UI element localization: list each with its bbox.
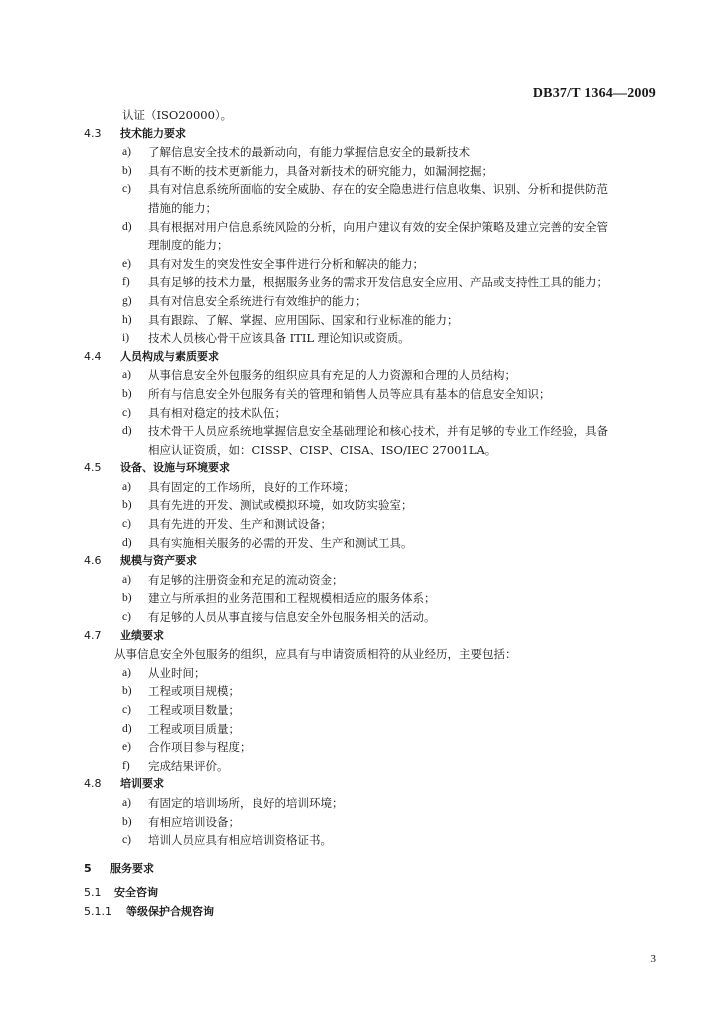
list-item — [84, 422, 664, 441]
section-title: 规模与资产要求 — [120, 554, 197, 568]
section-number: 4.4 — [84, 349, 102, 363]
list-item-label: d) — [122, 220, 132, 233]
list-item-continuation: 相应认证资质，如：CISSP、CISP、CISA、ISO/IEC 27001LA。 — [148, 442, 497, 457]
section-title: 安全咨询 — [114, 886, 158, 900]
list-item-label: e) — [122, 257, 131, 270]
list-item-label: f) — [122, 759, 130, 772]
list-item-text: 具有先进的开发、生产和测试设备； — [148, 517, 332, 532]
list-item-text: 工程或项目数量； — [148, 703, 240, 717]
list-item-label: a) — [122, 480, 131, 493]
list-item — [84, 794, 664, 813]
list-item-label: c) — [122, 704, 131, 716]
list-item — [84, 720, 664, 739]
list-item-label: b) — [122, 592, 132, 605]
list-item-label: i) — [122, 332, 130, 345]
list-item-continuation: 理制度的能力； — [148, 238, 229, 253]
list-item-text: 具有对发生的突发性安全事件进行分析和解决的能力； — [148, 256, 424, 271]
continuation-line: 认证（ISO20000）。 — [122, 108, 233, 122]
list-item — [84, 180, 664, 199]
list-item — [84, 218, 664, 237]
list-item-label: c) — [122, 518, 131, 531]
list-item — [84, 478, 664, 497]
list-item-label: c) — [122, 611, 131, 624]
list-item — [84, 701, 664, 720]
list-item — [84, 589, 664, 608]
section-title: 设备、设施与环境要求 — [120, 461, 230, 475]
list-item-text: 建立与所承担的业务范围和工程规模相适应的服务体系； — [148, 591, 436, 606]
list-item — [84, 813, 664, 832]
list-item — [84, 366, 664, 385]
list-item — [84, 757, 664, 776]
list-item — [84, 608, 664, 627]
list-item-text: 具有相对稳定的技术队伍； — [148, 405, 286, 420]
list-item — [84, 534, 664, 553]
chapter-number: 5 — [84, 861, 92, 875]
section-number: 4.7 — [84, 628, 102, 642]
list-item — [84, 496, 664, 515]
list-item-text: 具有足够的技术力量，根据服务业务的需求开发信息安全应用、产品或支持性工具的能力； — [148, 275, 608, 290]
list-item-text: 技术人员核心骨干应该具备 ITIL 理论知识或资质。 — [148, 331, 410, 346]
list-item-text: 从事信息安全外包服务的组织应具有充足的人力资源和合理的人员结构； — [148, 368, 516, 383]
section-heading — [84, 552, 664, 571]
section-number: 4.5 — [84, 461, 102, 475]
list-item — [84, 273, 664, 292]
page-number: 3 — [650, 953, 656, 965]
list-item — [84, 255, 664, 274]
list-item-text: 有固定的培训场所，良好的培训环境； — [148, 795, 344, 810]
section-heading — [84, 627, 664, 646]
chapter-5-heading — [84, 860, 664, 879]
list-item-text: 具有先进的开发、测试或模拟环境，如攻防实验室； — [148, 498, 413, 513]
list-item-label: c) — [122, 406, 131, 419]
document-code-header: DB37/T 1364—2009 — [532, 86, 656, 101]
list-item-label: a) — [122, 796, 131, 809]
list-item-text: 具有固定的工作场所，良好的工作环境； — [148, 479, 355, 494]
sections-container — [84, 125, 664, 850]
section-title: 等级保护合规咨询 — [126, 904, 214, 918]
section-title: 业绩要求 — [120, 628, 164, 642]
section-number: 5.1.1 — [84, 904, 112, 918]
list-item-label: c) — [122, 183, 131, 196]
list-item — [84, 664, 664, 683]
list-item-label: d) — [122, 425, 132, 438]
list-item-label: f) — [122, 276, 130, 289]
list-item-text: 工程或项目质量； — [148, 721, 240, 736]
list-item-label: a) — [122, 146, 131, 159]
section-title: 人员构成与素质要求 — [120, 349, 219, 363]
list-item-text: 具有跟踪、了解、掌握、应用国际、国家和行业标准的能力； — [148, 312, 459, 327]
list-item-text: 具有对信息安全系统进行有效维护的能力； — [148, 293, 367, 308]
list-item — [84, 515, 664, 534]
section-5-1-heading — [84, 884, 664, 903]
list-item-label: a) — [122, 573, 131, 586]
list-item-label: d) — [122, 536, 132, 549]
list-item-label: a) — [122, 369, 131, 382]
section-title: 技术能力要求 — [120, 126, 186, 140]
list-item — [84, 311, 664, 330]
list-item-text: 有相应培训设备； — [148, 814, 240, 829]
list-item-text: 所有与信息安全外包服务有关的管理和销售人员等应具有基本的信息安全知识； — [148, 386, 551, 401]
list-item-text: 具有实施相关服务的必需的开发、生产和测试工具。 — [148, 535, 413, 550]
section-heading — [84, 125, 664, 144]
list-item-label: d) — [122, 722, 132, 735]
list-item-text: 完成结果评价。 — [148, 758, 229, 773]
section-heading — [84, 459, 664, 478]
list-item-label: b) — [122, 499, 132, 512]
list-item-text: 具有对信息系统所面临的安全威胁、存在的安全隐患进行信息收集、识别、分析和提供防范 — [148, 182, 608, 197]
list-item — [84, 292, 664, 311]
list-item — [84, 682, 664, 701]
list-item-text: 技术骨干人员应系统地掌握信息安全基础理论和核心技术，并有足够的专业工作经验，具备 — [148, 424, 608, 439]
list-item-label: b) — [122, 387, 132, 400]
list-item — [84, 329, 664, 348]
section-5-1-1-heading — [84, 903, 664, 922]
list-item-label: b) — [122, 164, 132, 177]
list-item-text: 具有根据对用户信息系统风险的分析，向用户建议有效的安全保护策略及建立完善的安全管 — [148, 219, 608, 234]
list-item-text: 工程或项目规模； — [148, 684, 240, 699]
list-item-continuation: 措施的能力； — [148, 200, 217, 215]
section-number: 5.1 — [84, 886, 102, 900]
list-item-label: c) — [122, 834, 131, 847]
list-item — [84, 831, 664, 850]
section-title: 培训要求 — [120, 777, 164, 791]
list-item-text: 培训人员应具有相应培训资格证书。 — [148, 833, 332, 848]
list-item — [84, 738, 664, 757]
list-item-label: b) — [122, 685, 132, 698]
list-item — [84, 385, 664, 404]
list-item-label: g) — [122, 294, 132, 307]
list-item-text: 了解信息安全技术的最新动向，有能力掌握信息安全的最新技术 — [148, 145, 470, 160]
list-item — [84, 162, 664, 181]
list-item-label: h) — [122, 313, 132, 326]
list-item-text: 有足够的注册资金和充足的流动资金； — [148, 572, 344, 587]
section-heading — [84, 775, 664, 794]
list-item — [84, 404, 664, 423]
list-item-label: e) — [122, 741, 131, 754]
spacer — [84, 850, 664, 860]
list-item-label: a) — [122, 666, 131, 679]
list-item-text: 合作项目参与程度； — [148, 740, 252, 755]
list-item-text: 从业时间； — [148, 665, 206, 680]
section-number: 4.8 — [84, 777, 102, 791]
list-item — [84, 143, 664, 162]
list-item-text: 具有不断的技术更新能力，具备对新技术的研究能力，如漏洞挖掘； — [148, 163, 493, 178]
chapter-title: 服务要求 — [110, 861, 154, 875]
section-number: 4.3 — [84, 126, 102, 140]
section-heading — [84, 348, 664, 367]
section-number: 4.6 — [84, 554, 102, 568]
list-item-text: 有足够的人员从事直接与信息安全外包服务相关的活动。 — [148, 610, 436, 625]
document-body — [84, 106, 664, 922]
list-item-label: b) — [122, 815, 132, 828]
section-intro: 从事信息安全外包服务的组织，应具有与申请资质相符的从业经历，主要包括： — [114, 647, 517, 662]
list-item — [84, 571, 664, 590]
